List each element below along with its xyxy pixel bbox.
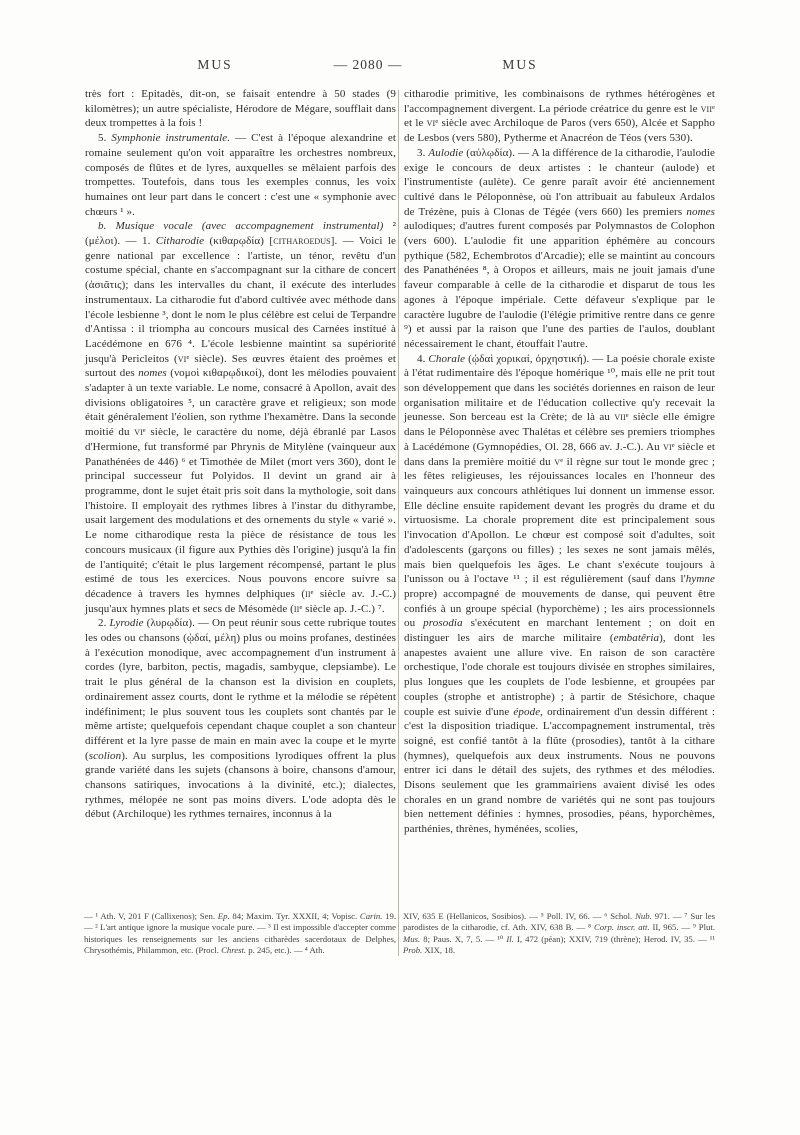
text-run: Ep. [217,911,230,921]
text-run: Prob. [403,945,423,956]
paragraph [85,87,396,131]
text-run: ). Au surplus, les compositions lyrodiques offrent la plus grande variété dans les sujets (chansons à boire, chansons d'amour, chansons satiriques, invocations à la divinité, etc.); dialectes, rythmes, mélopée ne sont pas moins divers. L'ode adopta dès le début (Archiloque) les rythmes ternaires, inconnus à la [85,749,396,821]
paragraph [85,616,396,822]
text-run: XIV, 635 E (Hellanicos, Sosibios). — ⁵ Poll. IV, 66. — ⁶ Schol. [403,911,636,921]
text-run: vi [177,352,187,365]
text-run: Mus. [403,933,421,944]
text-run: (ᾠδαὶ χορικαί, ὀρχηστική). — La poésie chorale existe à l'état rudimentaire dès l'époque homérique ¹⁰, mais elle ne prit tout son développement que dans les sociétés doriennes en raison de leur organisation militaire et de l'éducation collective qu'y recevait la jeunesse. Son berceau est la Crète; de là au [404,352,715,424]
text-run: — C'est à l'époque alexandrine et romaine seulement qu'on voit apparaître les orchestres nombreux, composés de flûtes et de lyres, auxquelles se mêlaient parfois des trompettes. Toutefois, dans tous les exemples connus, les voix humaines ont leur part dans le concert : c'est une « symphonie avec chœurs ¹ ». [85,132,396,218]
text-run: Il. [506,933,514,944]
text-run: nomes [138,367,167,380]
text-run: II, 965. — ⁹ Plut. [649,922,715,933]
text-run: (αὐλῳδία). — A la différence de la citharodie, l'aulodie exige le concours de deux artistes : le chanteur (aulode) et l'instrumentiste (aulète). Ce genre paraît avoir été anciennement cultivé dans le Péloponnèse, où l'on attribuait au fabuleux Ardalos de Trézène, puis à Clonas de Tégée (vers 660) les premiers [404,146,715,218]
text-run: ᵉ il règne sur tout le monde grec ; les fêtes religieuses, les réjouissances locales en l'honneur des vainqueurs aux concours athlétiques lui donnent un immense essor. Elle décline ensuite rapidement devant les progrès du drame et du virtuosisme. La chorale proprement dite est principalement sous l'invocation d'Apollon. Le chœur est composé soit d'adultes, soit d'adolescents (garçons ou filles) ; les sexes ne sont jamais mêlés, mais bien quelquefois les âges. Le chant s'exécute toujours à l'unisson ou à l'octave ¹¹ ; il est régulièrement (sauf dans l' [404,455,715,586]
paragraph [85,219,396,616]
text-run: épode [513,705,541,718]
text-run: citharoedus [273,235,331,248]
text-run: vi [663,440,672,453]
text-run: ii [305,587,311,600]
text-run: ᵉ siècle av. J.-C.) jusqu'aux hymnes plats et secs de Mésomède ( [85,587,397,615]
text-run: ᵉ siècle ap. J.-C.) ⁷. [299,602,385,615]
text-run: propre) accompagné de mouvements de danse, qui peuvent être confiés à un groupe spécial (hyporchème) ; les airs processionnels ou [404,587,715,630]
text-run: scolion [88,749,122,762]
text-run: p. 245, etc.). — ⁴ Ath. [246,945,325,956]
paragraph [404,352,715,837]
text-run: Chorale [428,352,466,365]
text-run: Corp. inscr. att. [593,922,650,933]
text-run: citharodie primitive, les combinaisons de rythmes hétérogènes et l'accompagnement divergent. La période créatrice du genre est le [404,88,715,115]
text-run: v [554,455,561,468]
text-run: embatêria [613,632,660,645]
text-run: , ordinairement d'un dessin différent : c'est la disposition triadique. L'accompagnement instrumental, très soigné, est confié tantôt à la flûte (prosodies), tantôt à la cithare (hymnes), quelquefois aux deux instruments. Nous ne pouvons entrer ici dans le détail des sujets, des rythmes et des mélodies. Disons seulement que les grammairiens avaient divisé les odes chorales en un grand nombre de variétés qui ne sont pas toujours bien nettement définies : hymnes, prosodies, péans, hyporchèmes, parthénies, thrènes, hyménées, scolies, [404,705,715,836]
text-run: 971. — ⁷ Sur les parodistes de la citharodie, cf. Ath. XIV, 638 B. — ⁸ [403,911,715,933]
text-run: vi [426,117,436,130]
text-run: ), dont les anapestes avaient une allure vive. En raison de son caractère orchestique, l'ode chorale est toujours divisée en strophes similaires, plus longues que les couplets de l'ode lesbienne, et groupées par couples (strophe et antistrophe) ; à partir de Stésichore, chaque couple est suivie d'une [404,632,715,718]
text-run: aulodiques; d'autres furent composés par Polymnastos de Colophon (vers 600). L'aulodie fit une apparition éphémère au concours pythique (582, Echembrotos d'Arcadie); elle se maintint au concours des Panathénées ⁸, à Oropos et ailleurs, mais ne jouit jamais d'une faveur comparable à celle de la citharodie et disparut de tous les agones à l'époque impériale. Cette défaveur s'explique par le caractère lugubre de l'aulodie (l'élégie primitive rentre dans ce genre ⁹) et aussi par la raison que l'une des parties de l'aulos, doublant nécessairement le chant, étouffait l'autre. [404,220,715,350]
text-run: hymne [685,573,715,586]
footnotes-left [84,911,396,957]
text-run: s'exécutent en marchant lentement ; on doit en distinguer les airs de marche militaire ( [404,617,715,645]
text-run: très fort : Epitadès, dit-on, se faisait entendre à 50 stades (9 kilomètres); un autre spécialiste, Hérodore de Mégare, soufflait dans deux trompettes à la fois ! [85,88,396,130]
text-run: 5. [98,132,112,145]
text-run: 84; Maxim. Tyr. XXXII, 4; Vopisc. [229,911,360,921]
text-run: b. [98,220,116,233]
text-run: Carin. [359,911,383,921]
text-run: ᵉ siècle avec Archiloque de Paros (vers 650), Alcée et Sappho de Lesbos (vers 580), Pytherme et Anacréon de Téos (vers 530). [404,117,715,145]
text-run: ]. — Voici le genre national par excellence : l'artiste, un ténor, revêtu d'un costume spécial, chante en s'accompagnant sur la cithare de concert (ἀσιᾶτις); dans les intervalles du chant, il exécute des interludes instrumentaux. La citharodie fut d'abord cultivée avec méthode dans l'école lesbienne ³, dont le nom le plus célèbre est celui de Terpandre d'Antissa : il triompha au concours musical des Carnées institué à Lacédémone en 676 ⁴. L'école lesbienne maintint sa supériorité jusqu'à Pericleitos ( [85,235,396,365]
text-run: Aulodie [428,146,464,159]
text-column-left [85,87,396,822]
running-title-left: MUS [197,57,233,72]
text-run: XIX, 18. [422,945,456,956]
text-run: vii [700,102,713,115]
text-run: ᵉ siècle et dans dans la première moitié du [404,440,715,468]
text-column-right [404,87,715,837]
text-run: ᵉ siècle elle émigre dans le Péloponnèse avec Thalétas et célèbre ses premiers triomphes à Lacédémone (Gymnopédies, Ol. 28, 666 av. J.-C.). Au [404,411,715,453]
text-run: Nub. [635,911,652,921]
text-run: Chrest. [221,945,247,956]
paragraph [404,146,715,352]
footnotes-right [403,911,715,957]
text-run: ii [293,602,300,615]
text-run: (κιθαρῳδία) [ [204,235,274,248]
text-run: I, 472 (péan); XXIV, 719 (thrène); Herod. IV, 35. — ¹¹ [513,933,715,944]
text-run: prosodia [423,617,463,630]
text-run: (λυρῳδία). — On peut réunir sous cette rubrique toutes les odes ou chansons (ᾠδαί, μέλη) plus ou moins profanes, destinées à l'exécution monodique, avec accompagnement d'un instrument à cordes (lyre, barbiton, pectis, magadis, sambyque, clepsiambe). Le trait le plus général de la chanson est la division en couplets, ordinairement assez courts, dont le rythme et la mélodie se répètent indéfiniment; le plus souvent tous les couplets sont chantés par le même artiste; quelquefois cependant chaque couplet a son chanteur différent et la lyre passe de main en main avec la coupe et le myrte ( [85,617,396,762]
text-run: Citharodie [155,235,205,248]
text-run: vii [614,411,626,424]
text-run: — ¹ Ath. V, 201 F (Callixenos); Sen. [84,911,218,921]
text-run: 19. — ² L'art antique ignore la musique vocale pure. — ³ Il est impossible d'accepter comme historiques les renseignements sur les anciens citharèdes sacerdotaux de Delphes, Chrysothémis, Philammon, etc. (Procl. [84,911,397,956]
text-run: ᵉ siècle, le caractère du nome, déjà ébranlé par Lasos d'Hermione, fut transformé par Phrynis de Mitylène (vainqueur aux Panathénées de 446) ⁶ et Timothée de Milet (mort vers 360), dont le principal successeur fut Polyidos. Il devint un grand air à programme, dont le sujet était pris soit dans la mythologie, soit dans l'histoire. Il employait des rythmes libres à l'instar du dithyrambe, usait largement des modulations et des ornements du style « varié ». Le nome citharodique resta la pièce de résistance de tous les concours musicaux (il figure aux Pythies dès l'origine) jusqu'à la fin de l'antiquité; c'était le plus largement récompensé, partant le plus estimé de tous les exercices. Nous pouvons encore suivre sa décadence à travers les hymnes delphiques ( [85,426,396,600]
text-run: 8; Paus. X, 7, 5. — ¹⁰ [420,933,507,944]
text-run: Lyrodie [109,617,144,630]
paragraph [85,131,396,219]
text-run: ᵉ siècle). Ses œuvres étaient des proèmes et surtout des [85,352,396,380]
text-run: nomes [686,205,715,218]
column-divider [398,90,399,956]
running-title-right: MUS [502,57,538,72]
text-run: Musique vocale (avec accompagnement instrumental) [115,220,384,233]
text-run: ᵉ et le [404,102,715,130]
text-run: (νομοὶ κιθαρῳδικοί), dont les mélodies pouvaient s'adapter à un texte variable. Le nome, consacré à Apollon, avait des divisions obligatoires ⁵, un caractère grave et religieux; son mode était généralement l'éolien, son rythme l'hexamètre. Dans la seconde moitié du [85,367,396,439]
text-run: ² (μέλοι). — 1. [85,220,397,248]
text-run: 3. [417,146,429,159]
text-run: vi [134,426,143,439]
paragraph [404,87,715,146]
text-run: 4. [417,352,429,365]
text-run: 2. [98,617,110,630]
page-number: — 2080 — [333,57,403,72]
text-run: Symphonie instrumentale. [111,132,231,145]
